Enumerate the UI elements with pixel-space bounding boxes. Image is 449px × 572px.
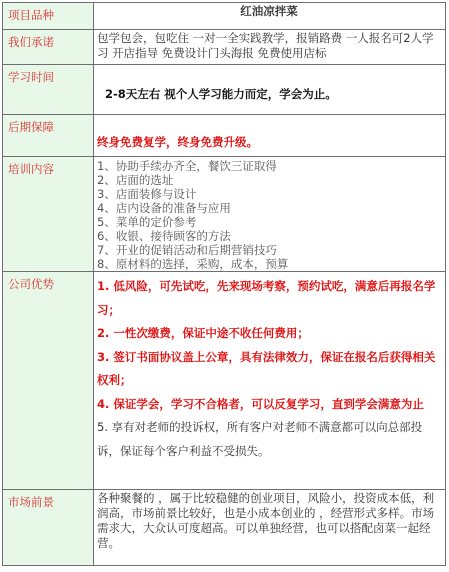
guarantee-text: 终身免费复学，终身免费升级。 [97,135,258,149]
training-item: 1、协助手续办齐全，餐饮三证取得 [97,159,277,173]
label-promise: 我们承诺 [3,30,94,65]
training-item: 6、收银、接待顾客的方法 [97,229,231,243]
advantages-list [94,272,446,490]
row-market [3,490,446,566]
project-title: 红油凉拌菜 [94,3,446,30]
promise-text: 包学包会，包吃住 一对一全实践教学，报销路费 一人报名可2人学习 开店指导 免费设计门头海报 免费使用店标 [94,30,446,65]
label-project: 项目品种 [3,3,94,30]
advantage-item: 1. 低风险，可先试吃，先来现场考察，预约试吃，满意后再报名学习； [97,279,436,317]
training-list [94,157,446,272]
row-training [3,157,446,272]
row-study-time [3,65,446,115]
study-time-text: 2-8天左右 视个人学习能力而定，学会为止。 [105,86,337,101]
label-training: 培训内容 [3,157,94,272]
label-study-time: 学习时间 [3,65,94,115]
training-item: 8、原材料的选择，采购，成本，预算 [97,257,289,271]
row-project [3,3,446,30]
row-promise [3,30,446,65]
training-item: 7、开业的促销活动和后期营销技巧 [97,243,277,257]
advantage-item: 5. 享有对老师的投诉权，所有客户对老师不满意都可以向总部投诉，保证每个客户利益不受损失。 [97,420,423,458]
advantage-item: 2. 一性次缴费，保证中途不收任何费用； [97,326,309,340]
label-guarantee: 后期保障 [3,115,94,157]
advantage-item: 3. 签订书面协议盖上公章，具有法律效力，保证在报名后获得相关权利； [97,349,436,387]
guarantee-cell [94,115,446,157]
training-item: 4、店内设备的准备与应用 [97,201,231,215]
info-table [2,2,446,566]
row-guarantee [3,115,446,157]
advantage-item: 4. 保证学会，学习不合格者，可以反复学习，直到学会满意为止 [97,396,424,411]
row-advantages [3,272,446,490]
label-advantages: 公司优势 [3,272,94,490]
label-market: 市场前景 [3,490,94,566]
market-text: 各种聚餐的 ，属于比较稳健的创业项目，风险小，投资成本低，利润高，市场前景比较好，也是小成本创业的 ，经营形式多样。市场需求大，大众认可度超高。可以单独经营，也可以搭配卤菜一起经营。 [94,490,446,566]
training-item: 5、菜单的定价参考 [97,215,197,229]
training-item: 2、店面的选址 [97,173,174,187]
study-time-cell [94,65,446,115]
training-item: 3、店面装修与设计 [97,187,197,201]
